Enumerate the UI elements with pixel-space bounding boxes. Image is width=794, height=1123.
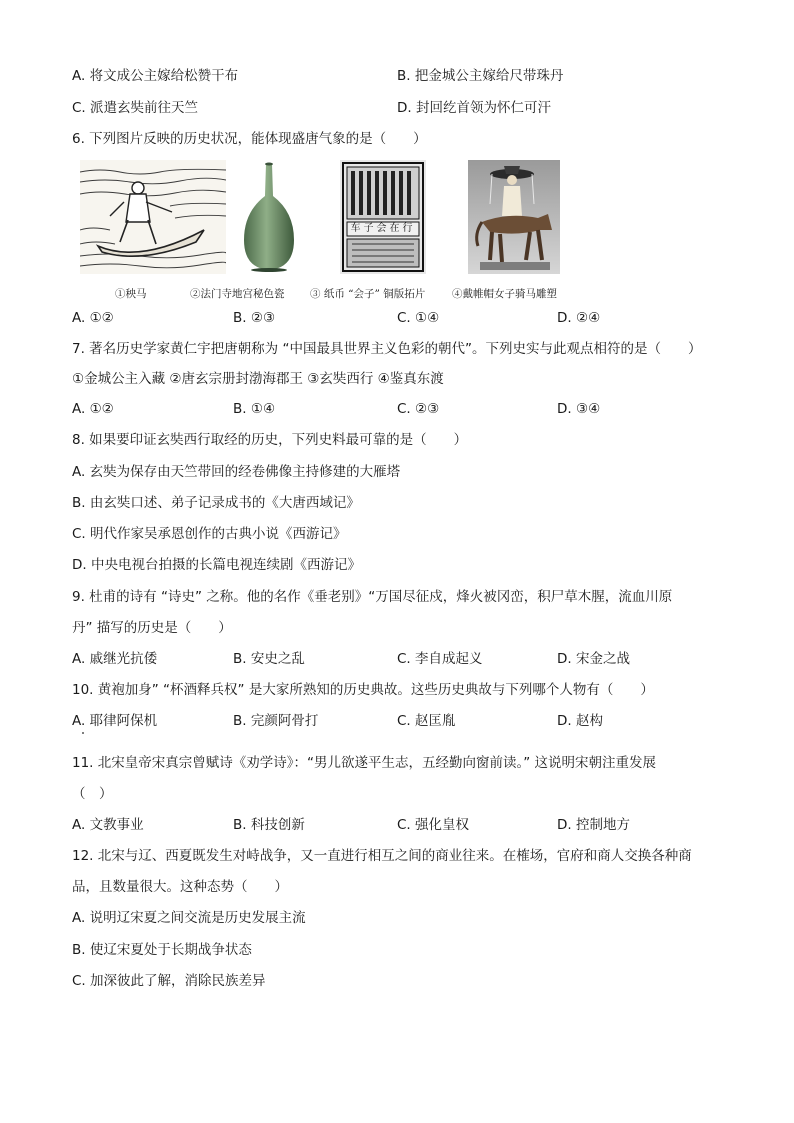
q9-option-a: A. 戚继光抗倭: [72, 651, 158, 667]
q11-option-b: B. 科技创新: [233, 817, 305, 833]
q10-stem: 10. 黄袍加身” “杯酒释兵权” 是大家所熟知的历史典故。这些历史典故与下列哪个人物有（ ）: [72, 682, 654, 698]
q9-option-d: D. 宋金之战: [557, 651, 630, 667]
q10-option-d: D. 赵构: [557, 713, 603, 729]
q5-option-a: A. 将文成公主嫁给松赞干布: [72, 68, 239, 84]
q7-option-c: C. ②③: [397, 401, 440, 417]
q8-option-b: B. 由玄奘口述、弟子记录成书的《大唐西域记》: [72, 495, 360, 511]
stray-dot: [82, 732, 84, 734]
q8-option-a: A. 玄奘为保存由天竺带回的经卷佛像主持修建的大雁塔: [72, 464, 401, 480]
q5-option-d: D. 封回纥首领为怀仁可汗: [397, 100, 551, 116]
q10-option-a: A. 耶律阿保机: [72, 713, 158, 729]
q6-option-a: A. ①②: [72, 310, 114, 326]
q12-option-c: C. 加深彼此了解，消除民族差异: [72, 973, 266, 989]
q8-option-c: C. 明代作家吴承恩创作的古典小说《西游记》: [72, 526, 347, 542]
q7-option-d: D. ③④: [557, 401, 601, 417]
q6-option-b: B. ②③: [233, 310, 276, 326]
q10-option-b: B. 完颜阿骨打: [233, 713, 319, 729]
yangma-image: [80, 160, 226, 274]
q6-stem: 6. 下列图片反映的历史状况，能体现盛唐气象的是（ ）: [72, 131, 427, 147]
caption-1: ①秧马: [115, 288, 147, 300]
q12-stem-line-1: 12. 北宋与辽、西夏既发生对峙战争，又一直进行相互之间的商业往来。在榷场，官府和商人交换各种商: [72, 848, 692, 864]
q6-option-d: D. ②④: [557, 310, 601, 326]
q5-option-c: C. 派遣玄奘前往天竺: [72, 100, 199, 116]
q9-stem-line-2: 丹” 描写的历史是（ ）: [72, 620, 232, 636]
huizi-engraving-image: [340, 160, 426, 274]
q9-option-c: C. 李自成起义: [397, 651, 483, 667]
q7-items: ①金城公主入藏 ②唐玄宗册封渤海郡王 ③玄奘西行 ④鉴真东渡: [72, 371, 444, 387]
q9-stem-line-1: 9. 杜甫的诗有 “诗史” 之称。他的名作《垂老别》“万国尽征戍，烽火被冈峦，积尸草木腥，流血川原: [72, 589, 673, 605]
caption-4: ④戴帷帽女子骑马雕塑: [452, 288, 557, 300]
q9-option-b: B. 安史之乱: [233, 651, 305, 667]
q8-option-d: D. 中央电视台拍摄的长篇电视连续剧《西游记》: [72, 557, 361, 573]
q10-option-c: C. 赵匡胤: [397, 713, 456, 729]
q12-option-a: A. 说明辽宋夏之间交流是历史发展主流: [72, 910, 306, 926]
horse-rider-figurine-image: [468, 160, 560, 274]
caption-2: ②法门寺地宫秘色瓷: [190, 288, 285, 300]
q7-option-b: B. ①④: [233, 401, 276, 417]
q7-option-a: A. ①②: [72, 401, 114, 417]
q8-stem: 8. 如果要印证玄奘西行取经的历史，下列史料最可靠的是（ ）: [72, 432, 468, 448]
caption-3: ③ 纸币 “会子” 铜版拓片: [310, 288, 426, 300]
q12-option-b: B. 使辽宋夏处于长期战争状态: [72, 942, 252, 958]
celadon-vase-image: [238, 160, 300, 274]
q11-option-c: C. 强化皇权: [397, 817, 470, 833]
q11-stem-line-2: （ ）: [72, 786, 113, 802]
q5-option-b: B. 把金城公主嫁给尺带珠丹: [397, 68, 564, 84]
q6-option-c: C. ①④: [397, 310, 440, 326]
q11-option-a: A. 文教事业: [72, 817, 144, 833]
q11-stem-line-1: 11. 北宋皇帝宋真宗曾赋诗《劝学诗》：“男儿欲遂平生志，五经勤向窗前读。” 这说明宋朝注重发展: [72, 755, 657, 771]
q7-stem: 7. 著名历史学家黄仁宇把唐朝称为 “中国最具世界主义色彩的朝代”。下列史实与此观点相符的是（ ）: [72, 341, 702, 357]
q11-option-d: D. 控制地方: [557, 817, 630, 833]
q12-stem-line-2: 品，且数量很大。这种态势（ ）: [72, 879, 288, 895]
huizi-engraving-text: 车子会在行: [350, 223, 416, 234]
